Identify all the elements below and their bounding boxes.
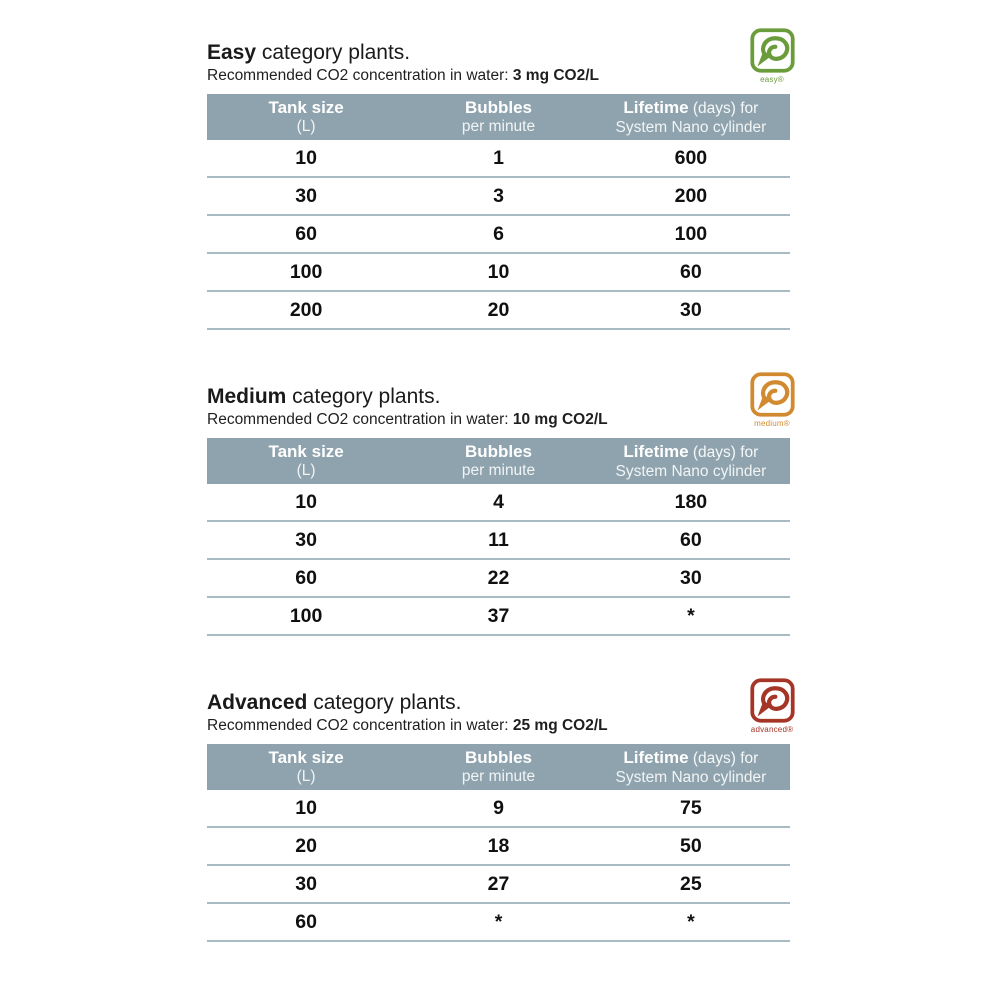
easy-badge (744, 27, 800, 85)
table-row: 30 3 200 (207, 178, 790, 216)
table-row: 200 20 30 (207, 292, 790, 330)
medium-table (207, 438, 790, 636)
table-row: 10 9 75 (207, 790, 790, 828)
subtitle-text: Recommended CO2 concentration in water: (207, 67, 513, 84)
table-row: 30 11 60 (207, 522, 790, 560)
table-row: 100 10 60 (207, 254, 790, 292)
badge-label: easy® (760, 75, 784, 84)
section-subtitle (207, 716, 790, 736)
section-subtitle (207, 410, 790, 430)
section-medium (207, 384, 790, 636)
medium-badge (744, 371, 800, 429)
section-easy (207, 40, 790, 330)
subtitle-value: 10 mg CO2/L (512, 411, 608, 428)
col-header-tank-size: Tank size (L) (268, 442, 344, 479)
section-title (207, 690, 790, 716)
section-easy-header (207, 40, 790, 86)
table-row: 60 22 30 (207, 560, 790, 598)
title-rest: category plants. (307, 691, 462, 714)
section-title (207, 384, 790, 410)
col-header-lifetime: Lifetime (days) for System Nano cylinder (615, 97, 767, 136)
subtitle-text: Recommended CO2 concentration in water: (207, 717, 513, 734)
table-row: 100 37 * (207, 598, 790, 636)
section-advanced-header (207, 690, 794, 736)
table-header-row (207, 744, 790, 790)
title-rest: category plants. (256, 41, 411, 64)
category-name: Advanced (207, 691, 308, 714)
leaf-logo-icon (749, 677, 796, 724)
col-header-bubbles: Bubbles per minute (461, 748, 536, 785)
table-row: 10 4 180 (207, 484, 790, 522)
table-header-row (207, 94, 790, 140)
section-title (207, 40, 790, 66)
subtitle-value: 25 mg CO2/L (512, 717, 608, 734)
table-row: 60 6 100 (207, 216, 790, 254)
table-row: 20 18 50 (207, 828, 790, 866)
col-header-bubbles: Bubbles per minute (461, 98, 536, 135)
col-header-lifetime: Lifetime (days) for System Nano cylinder (615, 747, 767, 786)
table-row: 10 1 600 (207, 140, 790, 178)
leaf-logo-icon (749, 371, 796, 418)
advanced-table (207, 744, 790, 942)
badge-label: medium® (754, 419, 790, 428)
category-name: Easy (207, 41, 257, 64)
table-header-row (207, 438, 790, 484)
table-row: 60 * * (207, 904, 790, 942)
col-header-lifetime: Lifetime (days) for System Nano cylinder (615, 441, 767, 480)
leaf-logo-icon (749, 27, 796, 74)
subtitle-text: Recommended CO2 concentration in water: (207, 411, 513, 428)
easy-table (207, 94, 790, 330)
category-name: Medium (207, 385, 287, 408)
badge-label: advanced® (750, 725, 794, 734)
col-header-bubbles: Bubbles per minute (461, 442, 536, 479)
advanced-badge (744, 677, 800, 735)
table-row: 30 27 25 (207, 866, 790, 904)
section-medium-header (207, 384, 790, 430)
col-header-tank-size: Tank size (L) (268, 748, 344, 785)
col-header-tank-size: Tank size (L) (268, 98, 344, 135)
co2-dosage-sheet (207, 0, 794, 942)
title-rest: category plants. (286, 385, 441, 408)
subtitle-value: 3 mg CO2/L (512, 67, 599, 84)
section-advanced (207, 690, 794, 942)
section-subtitle (207, 66, 790, 86)
